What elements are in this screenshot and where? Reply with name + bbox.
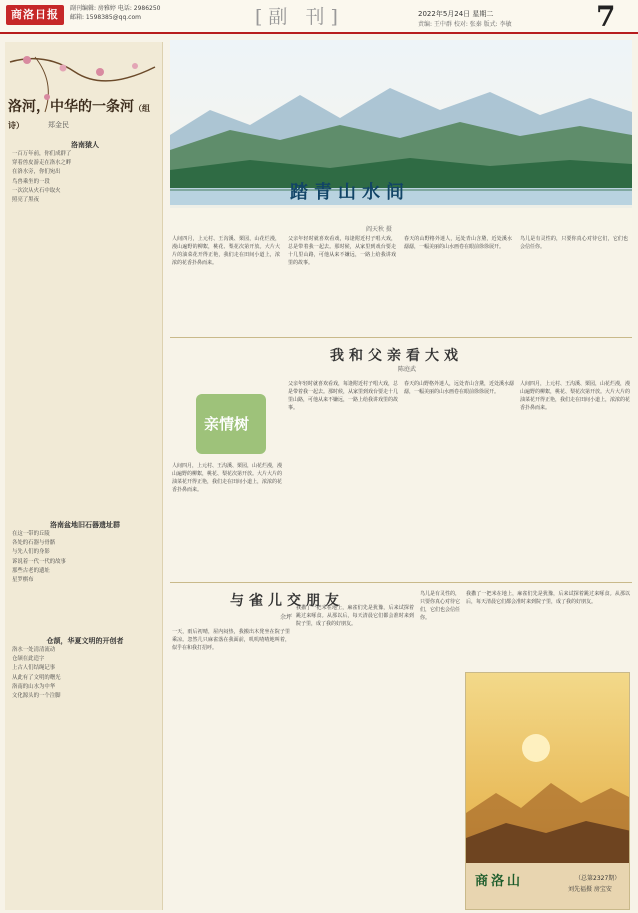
- poem-verse-line: 一次次从火石中取火: [12, 187, 61, 194]
- poem-verse-line: 与先人们的身影: [12, 549, 50, 556]
- poem-verse-line: 星罗棋布: [12, 577, 34, 584]
- article-2-column-2: 我撒了一把米在地上，麻雀们先是犹豫，后来试探着跳过来啄食。从那以后，每天清晨它们都会准时来到院子里，成了我的好朋友。: [296, 605, 414, 627]
- article-2-column-4: 我撒了一把米在地上，麻雀们先是犹豫，后来试探着跳过来啄食。从那以后，每天清晨它们都会准时来到院子里，成了我的好朋友。: [466, 591, 630, 605]
- hero-landscape-photo: [170, 40, 632, 240]
- article-title: 与雀儿交朋友: [230, 593, 344, 609]
- hero-text-column-1: 人间四月，上元村、王沟溪、栗园，山花烂漫，漫山遍野的柳絮，桃花、梨花次第开放。大片大片的油菜花开得正艳，我们走在田间小道上，浓浓的花香扑鼻而来。: [172, 236, 280, 266]
- poem-verse-line: 文化源头的一个注脚: [12, 693, 61, 700]
- article-1-column-4: 人间四月，上元村、王沟溪、栗园，山花烂漫，漫山遍野的柳絮，桃花、梨花次第开放。大片大片的油菜花开得正艳，我们走在田间小道上，浓浓的花香扑鼻而来。: [520, 381, 630, 411]
- newspaper-logo: 商洛日报: [6, 5, 64, 25]
- article-2-column-1: 一天，雨后初晴，屋内闷热，我搬出木凳坐在院子里乘凉。忽然几只麻雀落在我面前，叽叽喳喳地叫着，似乎在和我打招呼。: [172, 629, 290, 651]
- article-title: 我和父亲看大戏: [330, 348, 463, 364]
- hero-photo-credit: 阎天秋 摄: [366, 226, 392, 233]
- hero-text-column-4: 鸟儿是有灵性的，只要你真心对待它们，它们也会信任你。: [520, 236, 628, 250]
- poem-verse-line: 一百万年前，你们成群了: [12, 151, 72, 157]
- section-divider: [170, 337, 632, 338]
- article-1-column-1: 人间四月，上元村、王沟溪、栗园，山花烂漫，漫山遍野的柳絮，桃花、梨花次第开放。大片大片的油菜花开得正艳，我们走在田间小道上，浓浓的花香扑鼻而来。: [172, 463, 282, 493]
- editor-line: 责编: 王中群 校对: 张秦 版式: 李敏: [418, 21, 512, 28]
- poem-section-3: [12, 636, 158, 701]
- poem-verse-line: 鸟兽乘坐的一段: [12, 178, 50, 185]
- poem-verse-line: 从此有了文明的曙光: [12, 674, 61, 681]
- contact-line-1: 副刊编辑: 房雅婷 电话: 2986250: [70, 5, 161, 12]
- poem-section-1: [12, 140, 158, 205]
- article-1-column-2: 父亲年轻时就喜欢看戏，每逢附近村子唱大戏，总是带着我一起去。那时候，从家里到戏台要走十几里山路，可他从来不嫌远，一路上给我讲戏里的故事。: [288, 381, 398, 411]
- hero-text-column-2: 父亲年轻时就喜欢看戏，每逢附近村子唱大戏，总是带着我一起去。那时候，从家里到戏台要走十几里山路，可他从来不嫌远，一路上给我讲戏里的故事。: [288, 236, 396, 266]
- poem-verse-line: 在这一带的丘陵: [12, 531, 50, 537]
- poem-verse-line: 那些古老的遗址: [12, 567, 50, 574]
- issue-number: （总第2327期）: [575, 875, 621, 882]
- photo-credit: 刘先福摄 房宝安: [568, 886, 612, 893]
- hero-text-column-3: 春天的山野格外迷人，远处青山含黛，近处溪水潺潺，一幅美丽的山水画卷在眼前徐徐展开。: [404, 236, 512, 250]
- photo-title: 商洛山: [475, 874, 524, 889]
- poem-section-heading: 洛南猿人: [71, 141, 99, 149]
- article-1-column-3: 春天的山野格外迷人，远处青山含黛，近处溪水潺潺，一幅美丽的山水画卷在眼前徐徐展开。: [404, 381, 514, 395]
- issue-date: 2022年5月24日 星期二: [418, 10, 494, 18]
- poem-verse-line: 仓颉在此造字: [12, 656, 45, 663]
- section-title: [副 刊]: [255, 6, 344, 28]
- contact-line-2: 邮箱: 1598385@qq.com: [70, 14, 141, 21]
- contact-info: [70, 4, 161, 22]
- poem-title: 洛河，中华的一条河（组诗）: [8, 99, 150, 130]
- poem-verse-line: 照亮了黑夜: [12, 197, 39, 204]
- article-author: 陈庭武: [398, 366, 417, 373]
- poem-section-heading: 洛南盆地旧石器遗址群: [50, 521, 120, 529]
- poem-verse-line: 在洛水旁，你们宛出: [12, 169, 61, 176]
- article-author: 余坪: [280, 614, 293, 621]
- hero-title: 踏青山水间: [290, 182, 410, 203]
- section-divider: [170, 582, 632, 583]
- poem-verse-line: 洛南的山水为中华: [12, 683, 56, 690]
- poem-verse-line: 洛水一处清清流动: [12, 647, 56, 653]
- poem-section-heading: 仓颉，华夏文明的开创者: [46, 637, 124, 645]
- page-number: 7: [596, 0, 616, 33]
- poem-verse-line: 上古人们结绳记事: [12, 665, 56, 672]
- poem-verse-line: 诉说着一代一代的故事: [12, 558, 66, 565]
- badge-label: 亲情树: [204, 415, 250, 433]
- poem-author: 郑金民: [48, 121, 69, 129]
- article-2-column-3: 鸟儿是有灵性的，只要你真心对待它们，它们也会信任你。: [420, 591, 460, 621]
- poem-section-2: [12, 520, 158, 585]
- poem-verse-line: 穿着兽皮游走在洛水之畔: [12, 160, 72, 167]
- poem-verse-line: 各处的石器与骨骼: [12, 540, 56, 547]
